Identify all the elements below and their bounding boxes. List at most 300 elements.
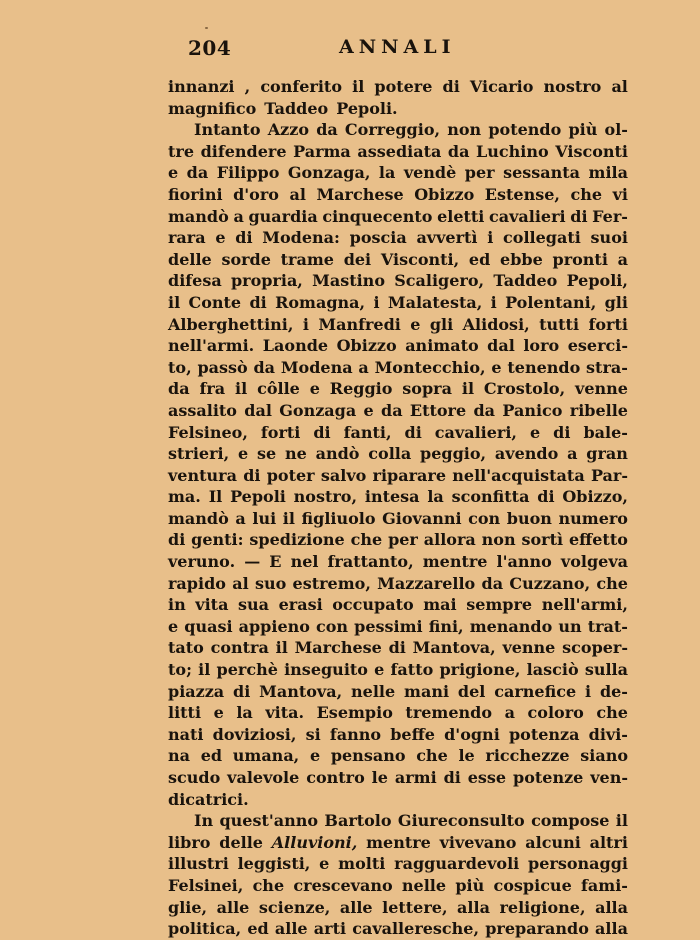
word: poter: [266, 465, 315, 485]
word: al: [289, 184, 306, 204]
word: nell'armi,: [541, 595, 628, 615]
word: Filippo: [216, 163, 280, 183]
word: Mantova,: [259, 681, 343, 701]
word: Giureconsulto: [397, 811, 525, 831]
word: mai: [423, 595, 457, 615]
word: a: [617, 249, 628, 269]
word: lettere,: [382, 897, 448, 917]
word: e: [309, 746, 321, 766]
word: fini,: [428, 616, 464, 636]
word: allora: [423, 530, 476, 550]
text-line: [168, 184, 628, 206]
word: alle: [339, 897, 373, 917]
word: pronti: [552, 249, 608, 269]
word: tremendo: [405, 703, 493, 723]
word: Taddeo: [493, 271, 558, 291]
text-line: [168, 422, 628, 444]
word: alla: [595, 919, 628, 939]
word: la: [236, 703, 253, 723]
word: al: [232, 573, 249, 593]
word: che: [350, 530, 383, 550]
word: eserci-: [567, 336, 628, 356]
word: Reggio: [329, 379, 393, 399]
word: Scaligero,: [394, 271, 485, 291]
word: d'ogni: [444, 724, 500, 744]
word: Vicario: [469, 77, 534, 96]
word: Gonzaga,: [287, 163, 371, 183]
word: gli: [429, 314, 454, 334]
word: scienze,: [258, 897, 331, 917]
word: ne: [284, 444, 307, 464]
text-line: [168, 875, 628, 897]
word: Mantova,: [412, 638, 496, 658]
word: Polentani,: [505, 292, 597, 312]
word: di: [313, 422, 331, 442]
text-line: [168, 443, 628, 465]
text-line: [168, 76, 628, 98]
word: mandò: [168, 508, 229, 528]
word: forti: [260, 422, 301, 442]
word: ragguardevoli: [394, 854, 520, 874]
word: preparando: [485, 919, 589, 939]
word: venne: [575, 379, 628, 399]
word: i: [585, 681, 592, 701]
word: gli: [604, 292, 628, 312]
word: sopra: [402, 379, 452, 399]
text-line: [168, 681, 628, 703]
word: fra: [199, 379, 226, 399]
word: un: [558, 616, 582, 636]
word: perchè: [216, 660, 278, 680]
running-head: ANNALI: [339, 36, 456, 58]
word: volgeva: [560, 552, 628, 572]
word: Obizzo: [336, 336, 397, 356]
word: e: [168, 163, 179, 183]
word: politica,: [168, 919, 242, 939]
text-line: [168, 141, 628, 163]
word: to;: [168, 660, 192, 680]
word: avendo: [494, 444, 559, 464]
word: di: [243, 465, 261, 485]
word: doviziosi,: [212, 724, 297, 744]
word: ,: [244, 77, 251, 96]
word: divi-: [588, 724, 628, 744]
word: i: [302, 314, 309, 334]
word: Panico: [502, 400, 563, 420]
word: mani: [404, 681, 450, 701]
text-line: [168, 357, 628, 379]
text-line: [168, 810, 628, 832]
text-line: [168, 637, 628, 659]
word: il: [198, 660, 211, 680]
word: numero: [558, 508, 628, 528]
word: venne: [502, 638, 556, 658]
word: ventura: [168, 465, 237, 485]
word: alle: [216, 897, 250, 917]
word: di: [570, 206, 588, 226]
word: di: [404, 422, 422, 442]
word: tato: [168, 638, 204, 658]
text-line: [168, 789, 628, 811]
word: magnifico: [168, 98, 257, 118]
word: ricchezze: [485, 746, 570, 766]
word: ed: [247, 919, 269, 939]
word: carnefice: [494, 681, 577, 701]
word: nostro,: [293, 487, 358, 507]
word: quest'anno: [219, 811, 319, 831]
text-line: [168, 98, 628, 120]
word: forti: [588, 314, 628, 334]
word: vita.: [265, 703, 305, 723]
word: Correggio,: [344, 120, 441, 140]
word: a: [233, 206, 244, 226]
text-line: [168, 292, 628, 314]
word: contro: [306, 768, 365, 787]
word: dicatrici.: [168, 789, 249, 809]
word: i: [487, 228, 494, 248]
word: Felsineo,: [168, 422, 248, 442]
text-line: [168, 918, 628, 940]
word: potenze: [513, 768, 584, 787]
text-line: [168, 206, 628, 228]
word: scoper-: [562, 638, 628, 658]
word: strieri,: [168, 444, 230, 464]
word: prigione,: [439, 660, 521, 680]
word: effetto: [568, 530, 628, 550]
word: a: [567, 444, 578, 464]
word: cavalieri: [489, 206, 566, 226]
word: Romagna,: [275, 292, 366, 312]
word: da: [253, 357, 276, 377]
word: nel: [290, 552, 319, 572]
word: salvo: [320, 465, 367, 485]
word: dei: [343, 249, 372, 269]
word: Montecchio,: [374, 357, 486, 377]
word: trat-: [587, 616, 628, 636]
text-line: [168, 162, 628, 184]
word: da: [473, 400, 496, 420]
word: e: [309, 379, 320, 399]
word: i: [373, 292, 380, 312]
word: Felsinei,: [168, 875, 244, 895]
word: loro: [523, 336, 560, 356]
word: passò: [197, 357, 248, 377]
text-line: [168, 897, 628, 919]
word: litti: [168, 703, 202, 723]
word: il: [461, 379, 475, 399]
word: illustri: [168, 854, 229, 874]
word: Esempio: [316, 703, 393, 723]
text-line: [168, 724, 628, 746]
word: di: [443, 768, 461, 787]
page-header: [188, 36, 628, 64]
word: suo: [254, 573, 287, 593]
word: da: [447, 141, 470, 161]
word: Il: [208, 487, 223, 507]
word: difendere: [200, 141, 287, 161]
word: spedizione: [249, 530, 345, 550]
word: Pepoli,: [566, 271, 628, 291]
text-line: [168, 314, 628, 336]
word: le: [458, 746, 475, 766]
word: a: [504, 703, 515, 723]
text-line: [168, 486, 628, 508]
text-line: [168, 702, 628, 724]
word: alla: [595, 897, 628, 917]
text-line: [168, 249, 628, 271]
word: cinquecento: [322, 206, 433, 226]
word: intesa: [364, 487, 420, 507]
word: da: [168, 379, 190, 399]
word: rara: [168, 228, 206, 248]
word: vendè: [403, 163, 457, 183]
word: che: [570, 184, 603, 204]
word: veruno.: [168, 552, 236, 572]
word: a: [358, 357, 369, 377]
word: con: [468, 508, 501, 528]
text-line: [168, 853, 628, 875]
word: e: [410, 314, 421, 334]
word: In: [194, 811, 214, 831]
word: il: [352, 77, 365, 96]
word: personaggi: [528, 854, 628, 874]
word: potendo: [488, 120, 562, 140]
word: il: [168, 292, 181, 312]
word: ven-: [590, 768, 628, 787]
word: mandò: [168, 206, 229, 226]
word: assediata: [357, 141, 442, 161]
word: Giovanni: [382, 508, 462, 528]
word: di: [537, 487, 555, 507]
word: cavalieri,: [434, 422, 517, 442]
text-line: [168, 335, 628, 357]
word: nostro: [543, 77, 602, 96]
word: ed: [200, 746, 223, 766]
word: Marchese: [294, 638, 382, 658]
word: nelle: [401, 875, 447, 895]
word: Modena: [280, 357, 353, 377]
ink-speck: [205, 27, 208, 29]
word: inseguito: [284, 660, 368, 680]
word: cospicue: [493, 875, 572, 895]
word: la: [378, 163, 396, 183]
word: molti: [338, 854, 386, 874]
word: delle: [219, 832, 263, 852]
word: contra: [210, 638, 269, 658]
word: Obizzo,: [562, 487, 628, 507]
word: fanno: [329, 724, 382, 744]
word: pensano: [330, 746, 406, 766]
word: Taddeo: [264, 98, 329, 118]
word: Malatesta,: [387, 292, 483, 312]
word: vi: [612, 184, 628, 204]
word: —: [244, 552, 261, 572]
word: peggio,: [420, 444, 487, 464]
word: collegati: [503, 228, 581, 248]
word: Gonzaga: [279, 400, 357, 420]
word: ol-: [604, 120, 628, 140]
word: scudo: [168, 768, 221, 787]
word: e: [168, 616, 179, 636]
text-line: [168, 767, 628, 789]
word: rapido: [168, 573, 226, 593]
word: trame: [280, 249, 334, 269]
word: e: [491, 357, 502, 377]
word: Azzo: [267, 120, 310, 140]
word: beffe: [390, 724, 435, 744]
word: valevole: [227, 768, 300, 787]
word: dal: [487, 336, 515, 356]
word: Crostolo,: [483, 379, 566, 399]
word: alcuni: [525, 832, 581, 852]
word: al: [611, 77, 628, 96]
word: Visconti,: [380, 249, 460, 269]
word: estremo,: [292, 573, 371, 593]
word: Marchese: [316, 184, 404, 204]
word: ribelle: [569, 400, 628, 420]
word: di: [442, 77, 460, 96]
word: il: [282, 508, 295, 528]
word: coloro: [527, 703, 584, 723]
word: eletti: [437, 206, 485, 226]
word: che: [596, 573, 628, 593]
word: altri: [589, 832, 628, 852]
text-line: [168, 270, 628, 292]
word: Intanto: [194, 120, 261, 140]
word: guardia: [248, 206, 318, 226]
word: e: [319, 854, 330, 874]
word: nelle: [351, 681, 396, 701]
word: fiorini: [168, 184, 223, 204]
text-line: [168, 227, 628, 249]
word: Fer-: [592, 206, 628, 226]
word: religione,: [499, 897, 586, 917]
word: na: [168, 746, 190, 766]
word: potere: [374, 77, 433, 96]
word: fanti,: [343, 422, 392, 442]
word: da: [481, 573, 504, 593]
text-line: [168, 378, 628, 400]
word: mentre: [422, 552, 488, 572]
word: il: [275, 638, 288, 658]
word: gran: [586, 444, 628, 464]
word: dal: [244, 400, 272, 420]
word: leggisti,: [237, 854, 311, 874]
word: sempre: [466, 595, 533, 615]
word: lasciò: [526, 660, 579, 680]
word: siano: [580, 746, 628, 766]
word: e: [374, 660, 385, 680]
text-line: [168, 508, 628, 530]
word: lui: [252, 508, 277, 528]
word: alla: [457, 897, 490, 917]
word: e: [215, 228, 226, 248]
word: stra-: [586, 357, 628, 377]
word: di: [233, 681, 251, 701]
text-line: [168, 832, 628, 854]
word: da: [316, 120, 338, 140]
word: cavalleresche,: [352, 919, 480, 939]
word: alle: [274, 919, 308, 939]
text-line: [168, 573, 628, 595]
word: di: [388, 638, 406, 658]
word: avvertì: [416, 228, 478, 248]
word: Alluvioni,: [271, 832, 358, 852]
word: vita: [195, 595, 229, 615]
word: Par-: [590, 465, 628, 485]
word: fami-: [581, 875, 628, 895]
word: che: [596, 703, 628, 723]
word: vivevano: [439, 832, 517, 852]
word: Visconti: [555, 141, 628, 161]
text-line: [168, 529, 628, 551]
word: del: [457, 681, 486, 701]
word: compose: [531, 811, 610, 831]
word: e: [529, 422, 541, 442]
word: Laonde: [262, 336, 329, 356]
word: le: [371, 768, 388, 787]
word: e: [213, 703, 224, 723]
word: ebbe: [500, 249, 543, 269]
word: con: [316, 616, 349, 636]
page-number: 204: [188, 36, 232, 60]
text-line: [168, 594, 628, 616]
word: di: [249, 292, 267, 312]
word: da: [186, 163, 209, 183]
word: se: [256, 444, 277, 464]
word: to,: [168, 357, 192, 377]
word: Ettore: [409, 400, 467, 420]
word: più: [455, 875, 485, 895]
word: difesa: [168, 271, 222, 291]
word: frattanto,: [327, 552, 414, 572]
text-line: [168, 119, 628, 141]
word: e: [237, 444, 249, 464]
word: sulla: [584, 660, 628, 680]
word: glie,: [168, 897, 208, 917]
word: di: [168, 530, 186, 550]
word: arti: [313, 919, 347, 939]
word: bale-: [583, 422, 628, 442]
word: Pepoli: [230, 487, 286, 507]
word: potenza: [508, 724, 580, 744]
word: colla: [368, 444, 412, 464]
word: assalito: [168, 400, 237, 420]
word: l'anno: [496, 552, 552, 572]
word: per: [464, 163, 495, 183]
word: andò: [315, 444, 360, 464]
word: mentre: [366, 832, 431, 852]
word: fatto: [390, 660, 434, 680]
word: la: [427, 487, 444, 507]
word: figliuolo: [301, 508, 376, 528]
word: il: [235, 379, 248, 399]
word: che: [252, 875, 285, 895]
word: Conte: [188, 292, 242, 312]
word: si: [305, 724, 321, 744]
word: animato: [405, 336, 479, 356]
word: riparare: [372, 465, 447, 485]
word: Alidosi,: [462, 314, 530, 334]
word: Bartolo: [324, 811, 392, 831]
word: pessimi: [354, 616, 423, 636]
word: ma.: [168, 487, 201, 507]
word: Obizzo: [414, 184, 475, 204]
word: piazza: [168, 681, 225, 701]
word: ed: [468, 249, 491, 269]
word: menando: [469, 616, 553, 636]
word: di: [235, 228, 253, 248]
